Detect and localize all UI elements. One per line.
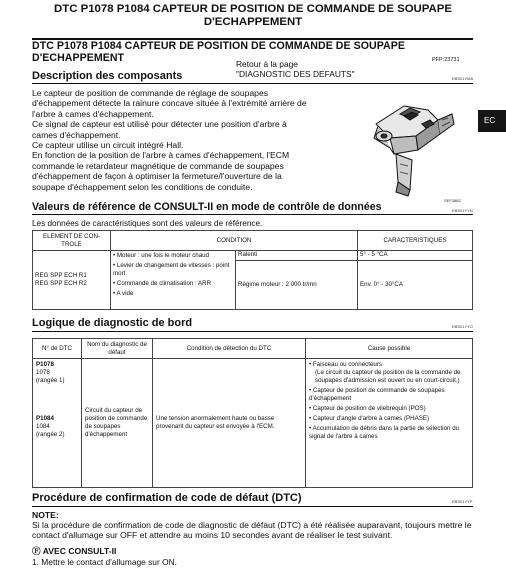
part-code: PFP:23731 (432, 57, 460, 63)
procedure-ref: EBS01YYP (452, 499, 473, 504)
ref-elements: REG SPP ECH R1 REG SPP ECH R2 (33, 251, 111, 310)
logic-col-name: Nom du diagnostic de défaut (82, 339, 153, 359)
logic-cause-cell (306, 359, 473, 488)
section-title-line1: DTC P1078 P1084 CAPTEUR DE POSITION DE COMMANDE DE SOUPAPE (32, 40, 405, 52)
ref-cond-vide: • A vide (113, 290, 134, 297)
reference-intro: Les données de caractéristiques sont des valeurs de référence. (32, 219, 263, 228)
note-label: NOTE: (32, 510, 59, 520)
procedure-rule (32, 506, 473, 507)
description-paragraph3: Ce capteur utilise un circuit intégré Hall. (32, 140, 184, 151)
dtc2-code: P1084 (36, 415, 54, 422)
description-rule (32, 83, 473, 84)
cause-harness: • Faisceau ou connecteurs (Le circuit du capteur de position de la commande de soupapes d'admission est ouvert ou en court-circuit.) (309, 361, 461, 384)
description-text (32, 88, 314, 192)
logic-col-dtc: N° de DTC (33, 339, 82, 359)
description-ref: EBS01YMA (452, 76, 474, 81)
ref-cond-lever: • Levier de changement de vitesses : point mort (113, 262, 230, 277)
logic-col-cause: Cause possible (306, 339, 473, 359)
page-title-line1: DTC P1078 P1084 CAPTEUR DE POSITION DE COMMANDE DE SOUPAPE (54, 3, 452, 15)
description-paragraph2: Ce signal de capteur est utilisé pour détecter une position d'arbre à cames d'échappement. (32, 119, 287, 140)
ref-col-char: CARACTERISTIQUES (358, 231, 473, 251)
description-paragraph4: En fonction de la position de l'arbre à cames d'échappement, l'ECM commande le retardateur magnétique de commande de soupapes d'échappement de façon à optimiser la fermeture/l'ouverture de la soupape d'échappement selon les conditions de conduite. (32, 150, 290, 192)
logic-ref: EBS01YYO (452, 324, 473, 329)
dtc1-code: P1078 (36, 361, 54, 368)
back-link-line2[interactable]: "DIAGNOSTIC DES DEFAUTS" (236, 69, 355, 79)
cause-camshaft: • Capteur d'angle d'arbre à cames (PHASE) (309, 415, 430, 422)
logic-name-cell: Circuit du capteur de position de commande de soupapes d'échappement (82, 359, 153, 488)
ref-char-ralenti: 5° - 5 °CA (358, 251, 473, 261)
description-heading: Description des composants (32, 70, 183, 82)
consult-label: AVEC CONSULT-II (42, 546, 117, 556)
ref-cond-regime: Régime moteur : 2 000 tr/mn (236, 261, 358, 310)
cause-sensor: • Capteur de position de commande de soupapes d'échappement (309, 387, 445, 402)
consult-heading (32, 545, 116, 557)
cause-debris: • Accumulation de débris dans la partie de sélection du signal de l'arbre à cames (309, 425, 460, 440)
back-link[interactable] (236, 59, 355, 79)
section-title-line2: D'ECHAPPEMENT (32, 51, 125, 64)
procedure-heading: Procédure de confirmation de code de défaut (DTC) (32, 492, 302, 504)
ref-col-condition: CONDITION (111, 231, 358, 251)
description-paragraph1: Le capteur de position de commande de réglage de soupapes d'échappement détecte la rainure concave située à l'extrémité arrière de l'arbre à cames d'échappement. (32, 88, 307, 119)
ref-conditions (111, 251, 236, 310)
ref-cond-clim: • Commande de climatisation : ARR (113, 280, 212, 287)
sensor-illustration (356, 86, 470, 204)
reference-heading: Valeurs de référence de CONSULT-II en mode de contrôle de données (32, 201, 382, 213)
page-title-line2: D'ECHAPPEMENT (203, 15, 303, 28)
logic-condition-cell: Une tension anormalement haute ou basse provenant du capteur est envoyée à l'ECM. (153, 359, 306, 488)
side-tab-ec[interactable]: EC (478, 110, 506, 132)
reference-rule (32, 214, 473, 215)
logic-rule (32, 331, 473, 332)
ref-char-regime: Env. 0° - 30°CA (358, 261, 473, 310)
page-title (0, 3, 506, 28)
cause-crankshaft: • Capteur de position de vilebrequin (POS) (309, 405, 426, 412)
ref-cond-ralenti: Ralenti (236, 251, 358, 261)
sensor-figure-code: SEF388Z (444, 198, 461, 203)
consult-icon: Ⓕ (32, 546, 41, 556)
reference-table (32, 230, 473, 310)
ref-cond-motor: • Moteur : une fois le moteur chaud (113, 252, 210, 259)
logic-dtc-cell: P1078 1078 (rangée 1) P1084 1084 (rangée 2) (33, 359, 82, 488)
ref-col-element: ELEMENT DE CON-TROLE (33, 231, 111, 251)
logic-col-condition: Condition de détection du DTC (153, 339, 306, 359)
note-text: Si la procédure de confirmation de code de diagnostic de défaut (DTC) a été réalisée auparavant, toujours mettre le contact d'allumage sur OFF et attendre au moins 10 secondes avant de réaliser le test suivant. (32, 520, 472, 541)
logic-heading: Logique de diagnostic de bord (32, 317, 193, 329)
logic-table (32, 338, 473, 488)
reference-ref: EBS01YYN (452, 208, 473, 213)
back-link-line1[interactable]: Retour à la page (236, 59, 298, 69)
procedure-step1: 1. Mettre le contact d'allumage sur ON. (32, 557, 177, 567)
